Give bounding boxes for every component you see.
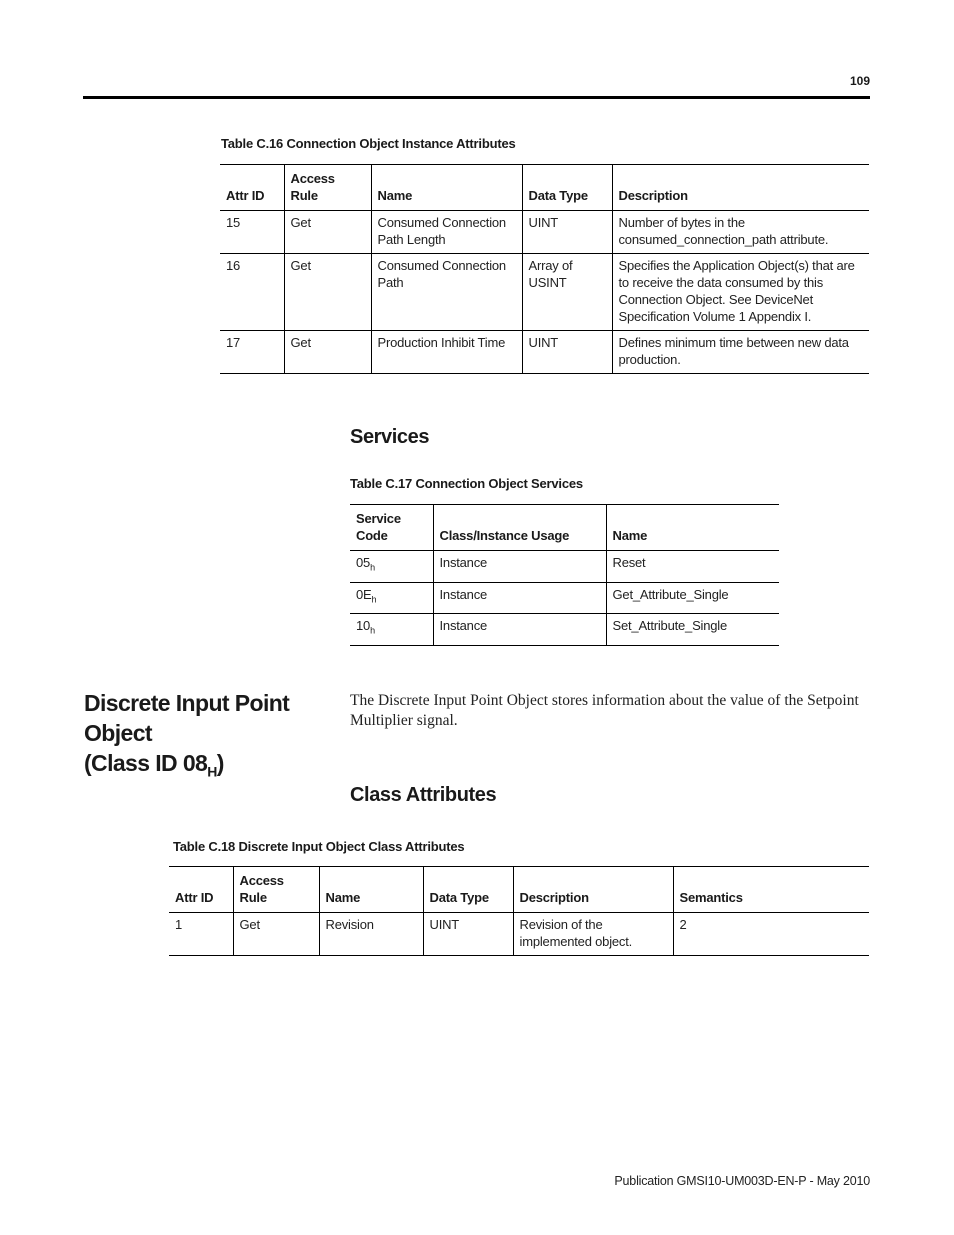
column-header: Class/Instance Usage [433,505,606,551]
section-heading-discrete-input [84,688,344,787]
column-header: Name [371,165,522,211]
table-cell: 16 [220,254,284,331]
service-code [350,614,433,646]
table-row [220,211,869,254]
table-cell: UINT [423,913,513,956]
table-cell: Set_Attribute_Single [606,614,779,646]
service-code-value: 05 [356,555,371,570]
table-cell: Get [284,211,371,254]
table-row [350,551,779,583]
column-header: Data Type [423,867,513,913]
table-caption-c18: Table C.18 Discrete Input Object Class Attributes [173,839,465,854]
table-cell: Reset [606,551,779,583]
column-header: Description [513,867,673,913]
body-paragraph: The Discrete Input Point Object stores information about the value of the Setpoint Multiplier signal. [350,692,859,729]
service-code [350,551,433,583]
table-c16 [220,164,869,374]
table-cell: Number of bytes in the consumed_connection_path attribute. [612,211,869,254]
heading-line [84,748,344,787]
table-cell: Production Inhibit Time [371,331,522,374]
heading-line: Discrete Input Point Object [84,690,290,746]
table-header-row [169,867,869,913]
table-row [350,614,779,646]
table-cell: Get [284,331,371,374]
table-cell: Array of USINT [522,254,612,331]
heading-close-paren: ) [216,750,224,776]
column-header: Attr ID [220,165,284,211]
table-cell: Instance [433,551,606,583]
table-row [220,254,869,331]
column-header: Data Type [522,165,612,211]
heading-class-id: (Class ID 08 [84,750,208,776]
hex-subscript: h [370,562,375,573]
column-header: Name [606,505,779,551]
table-caption-c17: Table C.17 Connection Object Services [350,476,583,491]
service-code [350,582,433,614]
service-code-value: 0E [356,586,372,602]
page-number: 109 [849,74,870,88]
footer-publication: Publication GMSI10-UM003D-EN-P - May 2010 [614,1174,870,1188]
table-cell: Revision of the implemented object. [513,913,673,956]
column-header: Access Rule [233,867,319,913]
table-cell: 17 [220,331,284,374]
table-cell: UINT [522,331,612,374]
table-row [350,582,779,614]
table-c18 [169,866,869,956]
table-cell: Get [233,913,319,956]
service-code-value: 10 [356,618,371,634]
table-cell: Instance [433,582,606,614]
header-rule [83,96,870,99]
table-cell: Get_Attribute_Single [606,582,779,614]
table-header-row [350,505,779,551]
table-cell: 2 [673,913,869,956]
table-cell: 15 [220,211,284,254]
table-row [169,913,869,956]
section-heading-services: Services [350,426,430,448]
table-cell: UINT [522,211,612,254]
table-c17 [350,504,779,646]
hex-subscript: h [370,625,375,636]
column-header: Semantics [673,867,869,913]
table-cell: 1 [169,913,233,956]
table-cell: Consumed Connection Path [371,254,522,331]
section-heading-class-attributes: Class Attributes [350,784,497,806]
column-header: Name [319,867,423,913]
hex-subscript: h [371,594,377,605]
column-header: Service Code [350,505,433,551]
table-cell: Consumed Connection Path Length [371,211,522,254]
column-header: Access Rule [284,165,371,211]
table-caption-c16: Table C.16 Connection Object Instance Attributes [221,136,516,151]
table-cell: Defines minimum time between new data production. [612,331,869,374]
table-row [220,331,869,374]
hex-subscript: H [207,763,217,780]
table-header-row [220,165,869,211]
column-header: Attr ID [169,867,233,913]
table-cell: Specifies the Application Object(s) that are to receive the data consumed by this Connection Object. See DeviceNet Specification Volume 1 Appendix I. [612,254,869,331]
column-header: Description [612,165,869,211]
table-cell: Revision [319,913,423,956]
table-cell: Instance [433,614,606,646]
table-cell: Get [284,254,371,331]
